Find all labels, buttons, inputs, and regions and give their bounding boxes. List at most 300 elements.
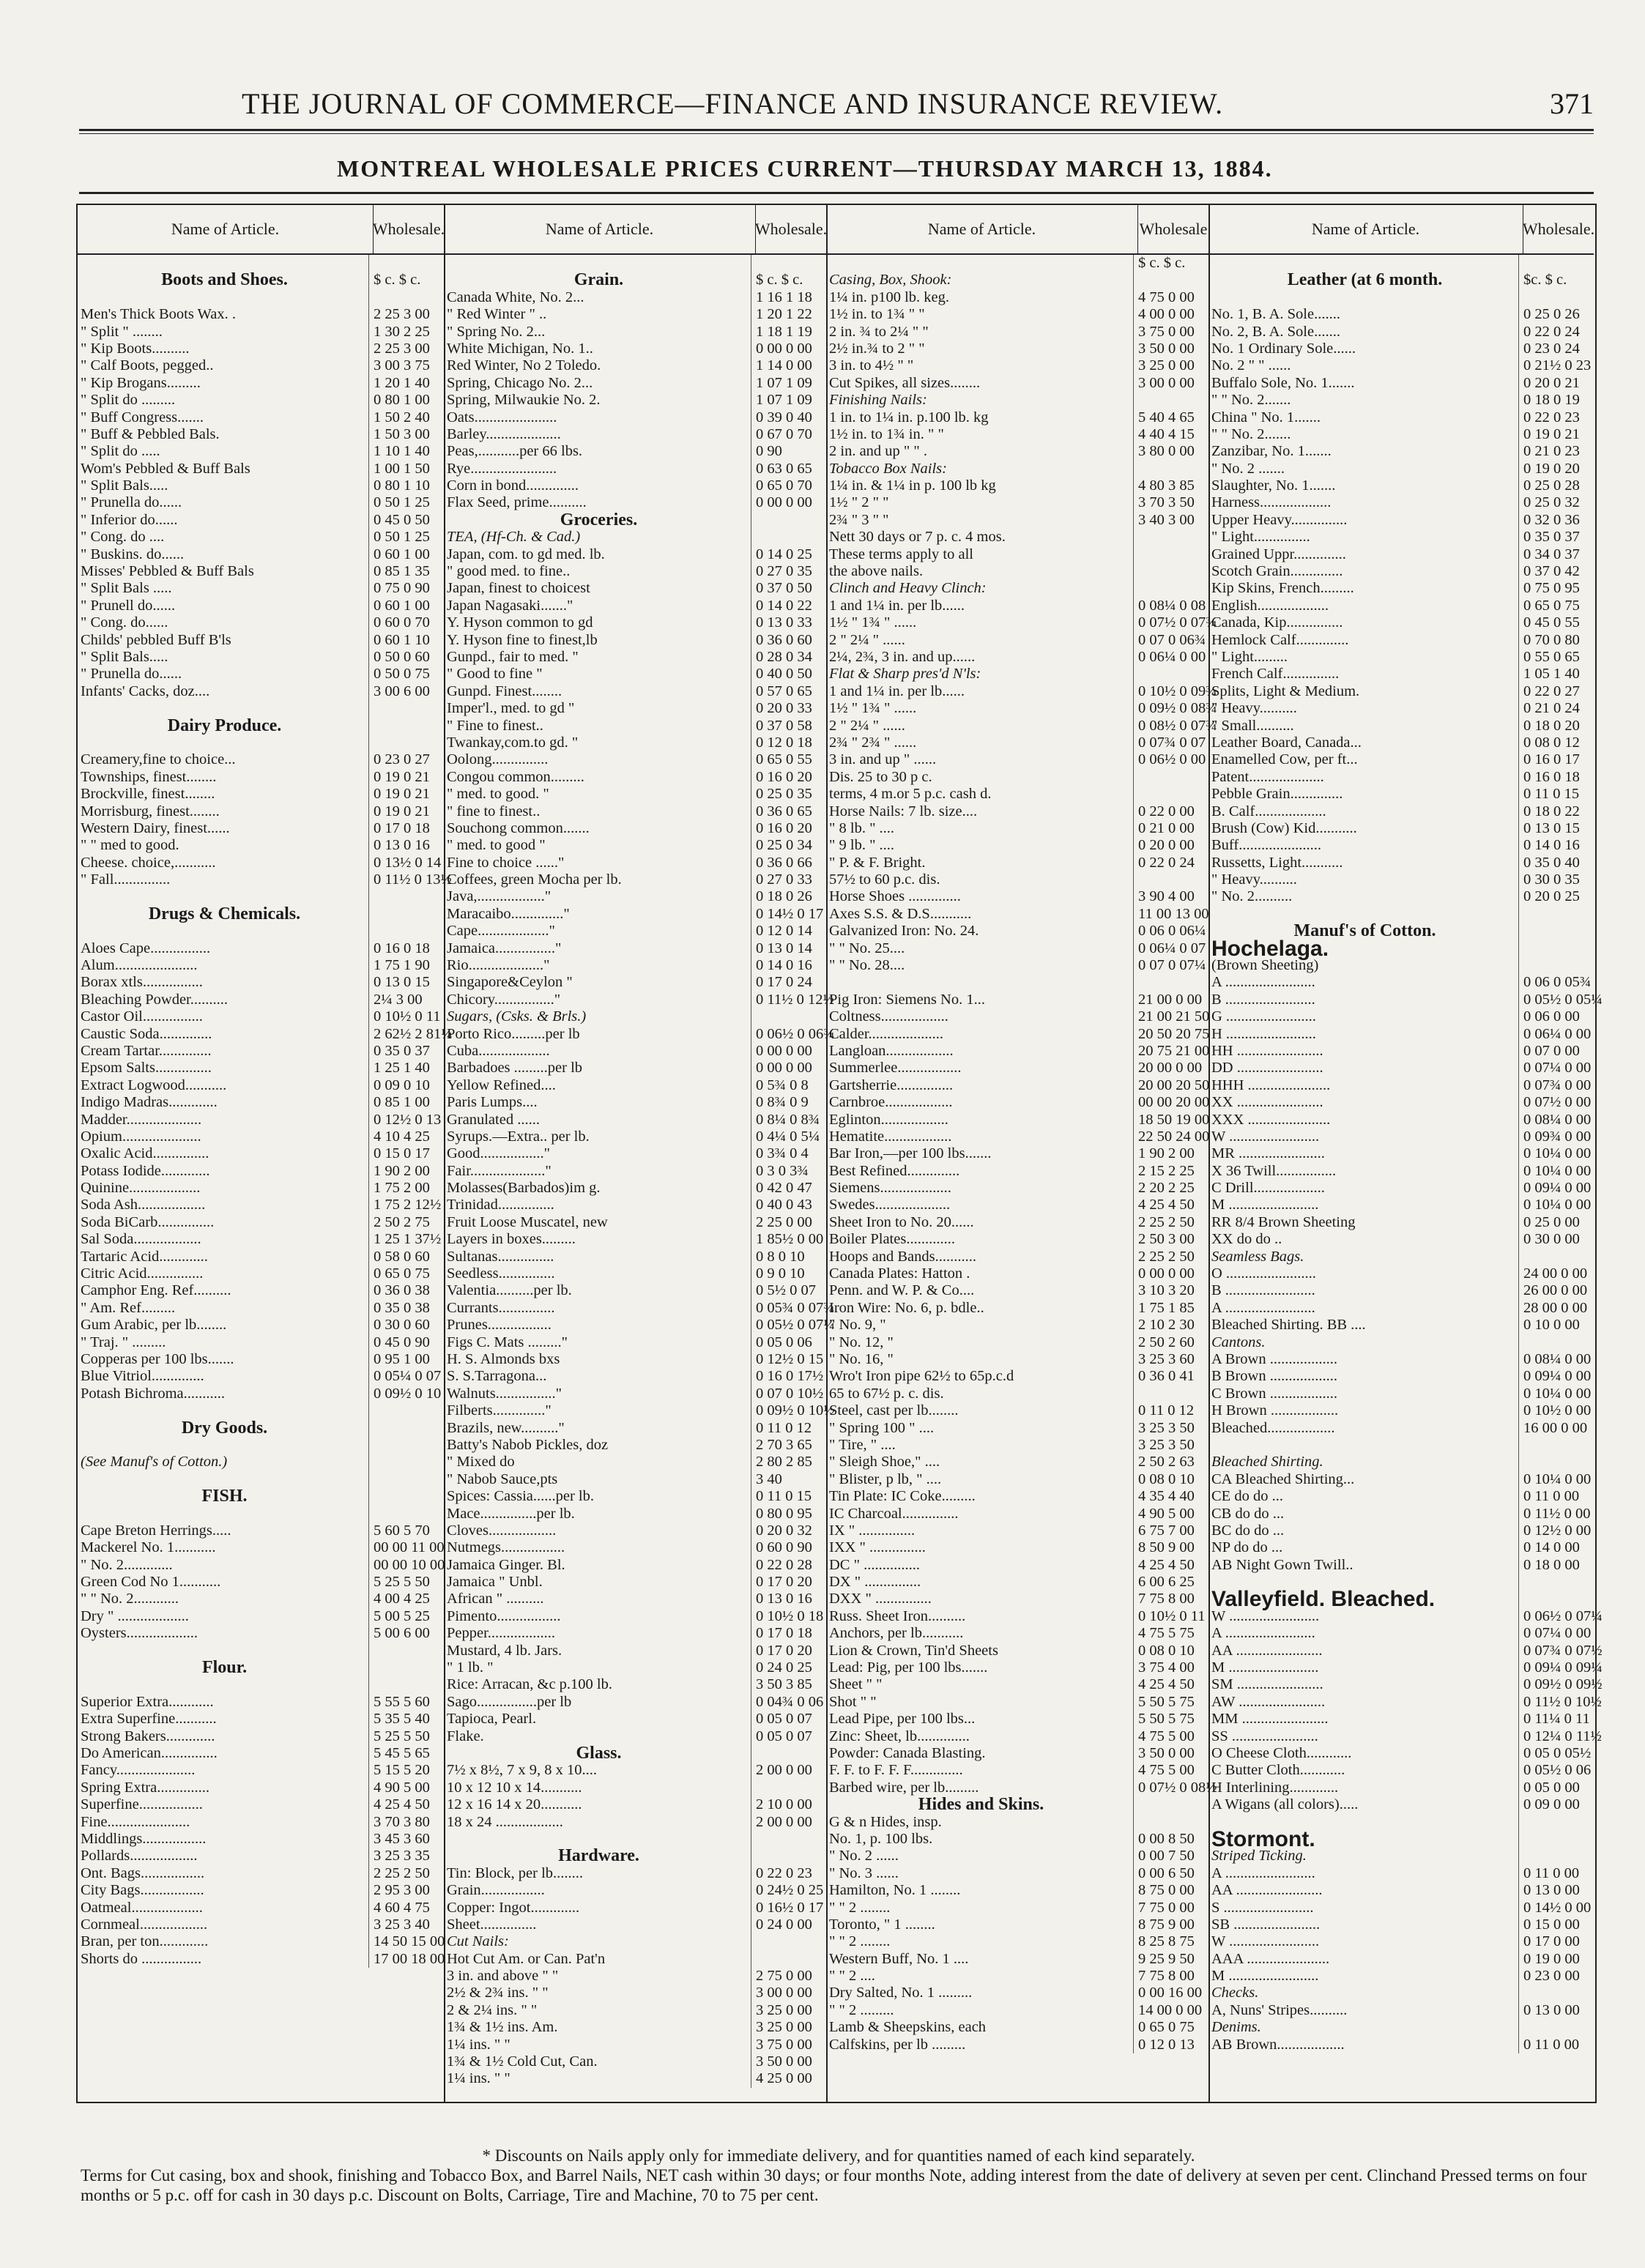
wholesale-price: 5 15 5 20 [368,1762,444,1779]
article-name: No. 1, B. A. Sole....... [1211,306,1340,323]
price-row [444,306,826,323]
article-name: Siemens................... [829,1180,951,1197]
article-name: AB Brown.................. [1211,2036,1345,2053]
price-row [826,1916,1208,1933]
price-row [78,1574,444,1591]
wholesale-price: 1 18 1 19 [751,324,826,341]
article-name: Cream Tartar.............. [81,1042,212,1059]
article-name [826,974,1133,991]
header-rule [79,129,1594,131]
price-row [1208,1112,1594,1129]
price-row [78,1060,444,1077]
article-name: Fine to choice ......" [447,854,565,871]
wholesale-price: 0 65 0 55 [751,751,826,768]
article-name: A ........................ [1211,1625,1315,1642]
wholesale-price: 0 37 0 50 [751,580,826,597]
article-name: Cape Breton Herrings..... [81,1522,231,1539]
wholesale-price: 0 05 0 07 [751,1728,826,1745]
price-row [444,666,826,683]
wholesale-price: 0 08¼ 0 00 [1518,1112,1594,1129]
price-row [826,1968,1208,1985]
price-row [1208,1471,1594,1488]
price-row [1208,1488,1594,1505]
price-row [1208,272,1594,289]
price-row [1208,1506,1594,1522]
article-name: Dry Salted, No. 1 ......... [829,1985,973,2001]
wholesale-price [751,1008,826,1025]
price-row [826,906,1208,923]
price-row [826,1163,1208,1180]
price-row [1208,1043,1594,1060]
price-row [78,957,444,974]
price-row [444,272,826,289]
wholesale-price: 0 11½ 0 12½ [751,992,826,1008]
wholesale-price: 0 15 0 17 [368,1145,444,1162]
column-header [78,205,444,255]
article-name: Rio...................." [447,957,550,974]
price-row [444,1659,826,1676]
prices-table [76,204,1603,2103]
wholesale-price: 0 80 0 95 [751,1506,826,1522]
wholesale-price [1518,1814,1594,1831]
price-row [1208,1214,1594,1231]
article-name: HHH ...................... [1211,1077,1331,1093]
article-name: Flax Seed, prime.......... [447,494,587,511]
price-row [1208,1300,1594,1317]
price-row [444,1694,826,1711]
price-row [826,632,1208,649]
article-name: " " No. 25.... [829,940,905,956]
article-name: " No. 2............. [81,1556,173,1573]
article-name: 1 and 1¼ in. per lb...... [829,597,965,614]
article-name: Russ. Sheet Iron.......... [829,1607,966,1624]
price-row [78,1386,444,1402]
wholesale-price: 0 17 0 00 [1518,1933,1594,1950]
article-name: 1¼ ins. " " [447,2070,510,2087]
article-name: Scotch Grain.............. [1211,563,1343,580]
wholesale-price: 0 07¾ 0 07½ [1518,1643,1594,1659]
article-name: Rye....................... [447,460,557,477]
wholesale-price: 0 11 0 15 [751,1488,826,1505]
wholesale-price [1518,1249,1594,1265]
wholesale-price [751,512,826,529]
wholesale-price: 0 16 0 20 [751,769,826,786]
price-row [1208,735,1594,751]
wholesale-price: 0 05 0 07 [751,1711,826,1728]
article-name: " Blister, p lb, " .... [829,1471,942,1487]
article-name: Horse Nails: 7 lb. size.... [829,803,978,819]
price-row [78,1625,444,1642]
article-name: Layers in boxes......... [447,1231,576,1248]
price-row [444,1882,826,1899]
wholesale-price: 0 14½ 0 00 [1518,1900,1594,1916]
wholesale-price: 4 75 5 00 [1133,1762,1208,1779]
wholesale-price: 0 5¾ 0 8 [751,1077,826,1094]
price-row [444,1282,826,1299]
price-row [1208,1728,1602,1745]
wholesale-price: 0 11½ 0 10½ [1518,1694,1594,1711]
wholesale-price: 0 06 0 05¾ [1518,974,1594,991]
price-row [1208,580,1594,597]
wholesale-price: 0 12 0 18 [751,735,826,751]
wholesale-price: 11 00 13 00 [1133,906,1208,923]
wholesale-price: 2 62½ 2 81¼ [368,1026,444,1043]
wholesale-price: 0 60 0 90 [751,1539,826,1556]
wholesale-price: 5 55 5 60 [368,1694,444,1711]
article-name: Hoops and Bands........... [829,1248,977,1265]
wholesale-price: 0 20 0 32 [751,1522,826,1539]
article-name: Maracaibo.............." [447,905,570,922]
article-name: 2 & 2¼ ins. " " [447,2001,538,2018]
article-name: Soda Ash.................. [81,1197,206,1213]
price-row [444,2019,826,2036]
article-name: Hot Cut Am. or Can. Pat'n [447,1950,606,1967]
price-row [826,1043,1208,1060]
article-name [78,923,368,940]
price-row [78,1694,444,1711]
price-row [78,529,444,546]
article-name: Bleached Shirting. [1211,1454,1323,1471]
article-name: 7½ x 8½, 7 x 9, 8 x 10.... [447,1762,597,1779]
price-row [1208,1607,1603,1625]
wholesale-price [1133,580,1208,597]
article-name: Western Buff, No. 1 .... [829,1950,969,1967]
price-row [78,324,444,341]
wholesale-price: 7 75 8 00 [1133,1968,1208,1985]
wholesale-price [368,718,444,735]
article-name: Spring Extra.............. [81,1779,209,1796]
price-column [1208,205,1603,2102]
wholesale-price: 0 14 0 16 [751,957,826,974]
article-name: B ........................ [1211,1282,1315,1299]
wholesale-price: 0 75 0 95 [1518,580,1594,597]
price-row [78,715,444,735]
wholesale-price: 0 23 0 24 [1518,341,1594,357]
wholesale-price: 0 20 0 25 [1518,888,1594,905]
price-row [78,1676,444,1693]
price-row [1208,1693,1602,1711]
wholesale-price: 0 16½ 0 17 [751,1900,826,1916]
article-name: Sheet " " [829,1676,883,1693]
wholesale-price: 0 13 0 14 [751,940,826,957]
article-name: Sugars, (Csks. & Brls.) [447,1008,587,1025]
price-row [826,1231,1208,1248]
article-name: W ........................ [1211,1607,1320,1624]
article-name: Mustard, 4 lb. Jars. [447,1642,562,1659]
wholesale-price: 0 13 0 00 [1518,2002,1594,2019]
wholesale-price: $ c. $ c. [368,272,444,289]
price-row [78,1865,444,1882]
article-name: Strong Bakers............. [81,1728,215,1744]
price-row [444,1591,826,1607]
price-row [444,1814,826,1831]
wholesale-price: 3 45 3 60 [368,1831,444,1848]
wholesale-price: 0 40 0 43 [751,1197,826,1213]
article-name: Misses' Pebbled & Buff Bals [81,563,254,580]
wholesale-price: 0 19 0 00 [1518,1951,1594,1968]
price-row [444,1214,826,1231]
article-name: Bleached Shirting. BB .... [1211,1317,1366,1334]
article-name: 1¼ in. & 1¼ in p. 100 lb kg [829,477,996,494]
article-name: English................... [1211,597,1329,614]
wholesale-price [1518,1591,1594,1607]
wholesale-price: 7 75 0 00 [1133,1900,1208,1916]
price-row [826,1368,1208,1385]
price-row [78,255,444,272]
article-name: Brazils, new.........." [447,1419,565,1436]
wholesale-price [751,1848,826,1864]
price-row [444,940,826,957]
wholesale-price: 0 65 0 70 [751,477,826,494]
price-row [826,289,1208,306]
price-row [444,974,826,991]
price-row [826,940,1208,957]
wholesale-price: 1 85½ 0 00 [751,1231,826,1248]
price-row [444,1334,826,1351]
price-row [826,357,1208,374]
price-row [78,1848,444,1864]
article-name: " " 2 ......... [829,2001,894,2018]
wholesale-price: 0 50 1 25 [368,529,444,546]
price-row [78,1180,444,1197]
wholesale-price [1518,1985,1594,2001]
price-row [78,409,444,426]
price-row [826,1711,1208,1728]
price-row [826,820,1208,837]
price-row [444,769,826,786]
price-row [826,1129,1208,1145]
article-name: Cut Spikes, all sizes........ [829,374,981,391]
wholesale-price: 0 18 0 20 [1518,718,1594,735]
article-name: Horse Shoes .............. [829,888,961,905]
price-row [78,1351,444,1368]
price-row [1208,718,1594,735]
wholesale-price: 0 45 0 55 [1518,614,1594,631]
article-name: Figs C. Mats ........." [447,1334,568,1350]
wholesale-price: 0 20 0 33 [751,700,826,717]
article-name: Sheet Iron to No. 20...... [829,1213,974,1230]
wholesale-price: 4 25 4 50 [1133,1197,1208,1213]
wholesale-price: 0 22 0 28 [751,1557,826,1574]
wholesale-price [1133,786,1208,803]
wholesale-price: 2 75 0 00 [751,1968,826,1985]
wholesale-price: 0 11 0 00 [1518,1865,1594,1882]
price-row [78,1043,444,1060]
wholesale-price: 3 00 0 00 [1133,375,1208,392]
price-row [444,1077,826,1094]
article-name: 2 in. and up " " . [829,443,928,460]
wholesale-price: 0 16 0 18 [1518,769,1594,786]
article-name: S. S.Tarragona... [447,1368,547,1385]
article-name: Dry " ................... [81,1607,189,1624]
wholesale-price: 0 45 0 50 [368,512,444,529]
wholesale-price: 2 50 3 00 [1133,1231,1208,1248]
article-name: 1½ " 1¾ " ...... [829,614,917,631]
wholesale-price: 0 05 0 06 [751,1334,826,1351]
article-name: Brockville, finest........ [81,786,215,803]
article-name: Oats...................... [447,409,557,425]
wholesale-price: 0 13 0 16 [368,837,444,854]
price-row [826,1728,1208,1745]
article-name: 18 x 24 .................. [447,1813,563,1830]
wholesale-header: Wholesale [1139,220,1208,238]
article-name: Slaughter, No. 1....... [1211,477,1336,494]
article-name: Morrisburg, finest........ [81,803,220,819]
price-row [826,1300,1208,1317]
price-row [444,2002,826,2019]
article-name: Tartaric Acid............. [81,1248,208,1265]
article-name: Glass. [576,1743,622,1763]
wholesale-price: 0 00 0 00 [751,341,826,357]
article-name: Yellow Refined.... [447,1077,556,1093]
column-header [826,205,1208,255]
wholesale-price: 2 00 0 00 [751,1762,826,1779]
wholesale-price: 3 10 3 20 [1133,1282,1208,1299]
price-row [1208,306,1594,323]
wholesale-price: 2 50 2 60 [1133,1334,1208,1351]
price-row [826,512,1208,529]
price-row [444,341,826,357]
article-name: X 36 Twill................ [1211,1162,1337,1179]
price-row [1208,409,1594,426]
wholesale-price: 0 08¼ 0 08 [1133,598,1208,614]
wholesale-price: 0 30 0 60 [368,1317,444,1334]
wholesale-price [368,1420,444,1437]
price-row [444,1625,826,1642]
wholesale-price: 1 75 2 00 [368,1180,444,1197]
price-row [78,1659,444,1676]
article-name: Potass Iodide............. [81,1162,210,1179]
wholesale-price: 4 60 4 75 [368,1900,444,1916]
article-name: H ........................ [1211,1025,1316,1042]
article-name: Filberts.............." [447,1402,552,1419]
article-name: 1¾ & 1½ Cold Cut, Can. [447,2053,598,2070]
wholesale-price: 0 27 0 35 [751,563,826,580]
wholesale-price [1518,1454,1594,1471]
wholesale-price: 5 50 5 75 [1133,1694,1208,1711]
wholesale-price [368,1471,444,1488]
wholesale-price: 2 25 3 00 [368,341,444,357]
article-name: Bran, per ton............. [81,1933,209,1950]
price-row [1208,888,1594,905]
article-name: Canada White, No. 2... [447,289,584,305]
price-row [826,1026,1208,1043]
wholesale-price: 0 35 0 38 [368,1300,444,1317]
price-row [444,923,826,940]
article-name: " Split do ......... [81,392,176,409]
wholesale-price: 0 8¼ 0 8¾ [751,1112,826,1129]
article-name: Trinidad............... [447,1197,554,1213]
wholesale-price: 0 10 0 00 [1518,1317,1594,1334]
article-name: Opium..................... [81,1128,201,1145]
price-row [78,683,444,700]
price-row [826,751,1208,768]
article-name: Dis. 25 to 30 p c. [829,768,932,785]
price-row [826,477,1208,494]
wholesale-price: 0 19 0 20 [1518,461,1594,477]
price-row [1208,1163,1594,1180]
price-row [78,735,444,751]
article-name [444,255,751,272]
price-row [78,1796,444,1813]
wholesale-price [751,1933,826,1950]
wholesale-price: 0 09 0 10 [368,1077,444,1094]
wholesale-price: 0 11 0 12 [751,1420,826,1437]
article-name: C Brown .................. [1211,1385,1337,1402]
price-row [444,2037,826,2053]
price-row [826,735,1208,751]
article-name: SB ....................... [1211,1916,1321,1933]
price-row [444,855,826,871]
price-row [1208,1197,1594,1213]
wholesale-price: 0 11 0 15 [1518,786,1594,803]
article-name: XX ....................... [1211,1094,1323,1111]
wholesale-price: 3 50 0 00 [1133,341,1208,357]
article-name: Buff...................... [1211,837,1321,854]
price-row [1208,1882,1594,1899]
price-row [826,1197,1208,1213]
wholesale-price: 0 11½ 0 00 [1518,1506,1594,1522]
wholesale-price: 0 18 0 22 [1518,803,1594,820]
price-row [826,1933,1208,1950]
price-row [1208,1796,1594,1813]
wholesale-price: 0 09¼ 0 00 [1518,1180,1594,1197]
wholesale-price: 0 07 0 10½ [751,1386,826,1402]
article-name: Langloan.................. [829,1042,954,1059]
wholesale-price: 0 18 0 26 [751,888,826,905]
wholesale-price: 26 00 0 00 [1518,1282,1594,1299]
wholesale-price: 3 25 3 60 [1133,1351,1208,1368]
wholesale-price: 1 90 2 00 [1133,1145,1208,1162]
wholesale-price: 0 63 0 65 [751,461,826,477]
wholesale-price [368,923,444,940]
price-row [826,871,1208,888]
article-name: Splits, Light & Medium. [1211,683,1360,699]
price-row [78,375,444,392]
wholesale-price: 0 10¼ 0 00 [1518,1145,1594,1162]
price-row [1208,1094,1594,1111]
article-name: Wom's Pebbled & Buff Bals [81,460,250,477]
wholesale-price: 2 70 3 65 [751,1437,826,1454]
wholesale-price: 0 00 16 00 [1133,1985,1208,2001]
wholesale-price: 2 25 2 50 [1133,1249,1208,1265]
wholesale-price: 0 05¾ 0 07¾ [751,1300,826,1317]
price-row [826,1608,1208,1625]
wholesale-price: 0 16 0 17½ [751,1368,826,1385]
price-row [1208,426,1594,443]
wholesale-price: 2 50 2 75 [368,1214,444,1231]
wholesale-price: 0 21 0 23 [1518,443,1594,460]
article-name: AB Night Gown Twill.. [1211,1556,1353,1573]
article-name: " Split " ........ [81,323,163,340]
article-name: 1 and 1¼ in. per lb...... [829,683,965,699]
wholesale-price: $c. $ c. [1518,272,1594,289]
journal-header: THE JOURNAL OF COMMERCE—FINANCE AND INSURANCE REVIEW. [242,87,1224,120]
price-row [444,546,826,563]
article-name: Tin Plate: IC Coke......... [829,1488,976,1505]
wholesale-price: 00 00 10 00 [368,1557,444,1574]
article-name: Lamb & Sheepskins, each [829,2019,987,2036]
article-name: " Prunell do...... [81,597,176,614]
price-row [78,700,444,717]
price-row [444,1129,826,1145]
article-name: O Cheese Cloth............ [1211,1744,1352,1761]
article-name [78,700,368,717]
article-name: Madder.................... [81,1111,202,1128]
price-row [444,392,826,409]
article-name: Porto Rico.........per lb [447,1025,580,1042]
wholesale-price: 0 08 0 12 [1518,735,1594,751]
